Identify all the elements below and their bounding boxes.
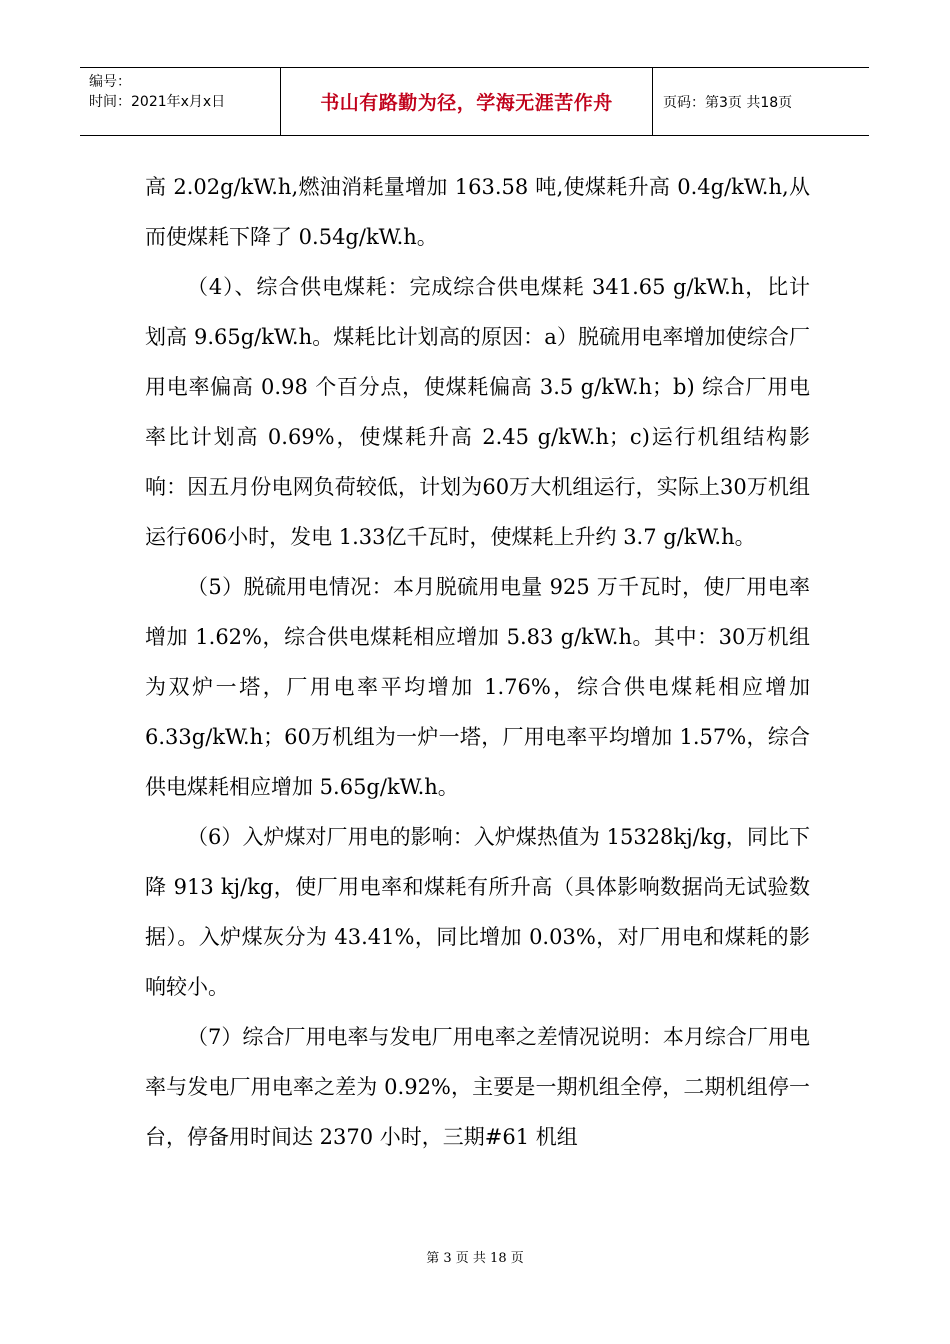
page-footer: 第 3 页 共 18 页: [426, 1251, 524, 1266]
paragraph-continued: 高 2.02g/kW.h,燃油消耗量增加 163.58 吨,使煤耗升高 0.4g/kW.h,从而使煤耗下降了 0.54g/kW.h。: [145, 175, 810, 249]
paragraph-5: （5）脱硫用电情况：本月脱硫用电量 925 万千瓦时，使厂用电率增加 1.62%，综合供电煤耗相应增加 5.83 g/kW.h。其中：30万机组为双炉一塔，厂用电率平均增加 1.76%，综合供电煤耗相应增加 6.33g/kW.h；60万机组为一炉一塔，厂用电率平均增加 1.57%，综合供电煤耗相应增加 5.65g/kW.h。: [145, 575, 810, 799]
paragraph-6: （6）入炉煤对厂用电的影响：入炉煤热值为 15328kj/kg，同比下降 913 kj/kg，使厂用电率和煤耗有所升高（具体影响数据尚无试验数据）。入炉煤灰分为 43.41%，同比增加 0.03%，对厂用电和煤耗的影响较小。: [145, 825, 810, 999]
paragraph-4: （4）、综合供电煤耗：完成综合供电煤耗 341.65 g/kW.h，比计划高 9.65g/kW.h。煤耗比计划高的原因：a）脱硫用电率增加使综合厂用电率偏高 0.98 个百分点，使煤耗偏高 3.5 g/kW.h；b) 综合厂用电率比计划高 0.69%，使煤耗升高 2.45 g/kW.h；c)运行机组结构影响：因五月份电网负荷较低，计划为60万大机组运行，实际上30万机组运行606小时，发电 1.33亿千瓦时，使煤耗上升约 3.7 g/kW.h。: [145, 275, 810, 549]
header-meta: [80, 68, 281, 135]
paragraph-7: （7）综合厂用电率与发电厂用电率之差情况说明：本月综合厂用电率与发电厂用电率之差为 0.92%，主要是一期机组全停，二期机组停一台，停备用时间达 2370 小时，三期#61 机组: [145, 1025, 810, 1149]
header-page-info: 页码：第3页 共18页: [663, 94, 793, 111]
time-label: 时间：2021年x月x日: [89, 94, 226, 110]
header-motto: 书山有路勤为径，学海无涯苦作舟: [281, 68, 653, 135]
page-header: [80, 67, 869, 136]
document-body: [145, 162, 810, 1162]
code-label: 编号：: [89, 74, 131, 90]
